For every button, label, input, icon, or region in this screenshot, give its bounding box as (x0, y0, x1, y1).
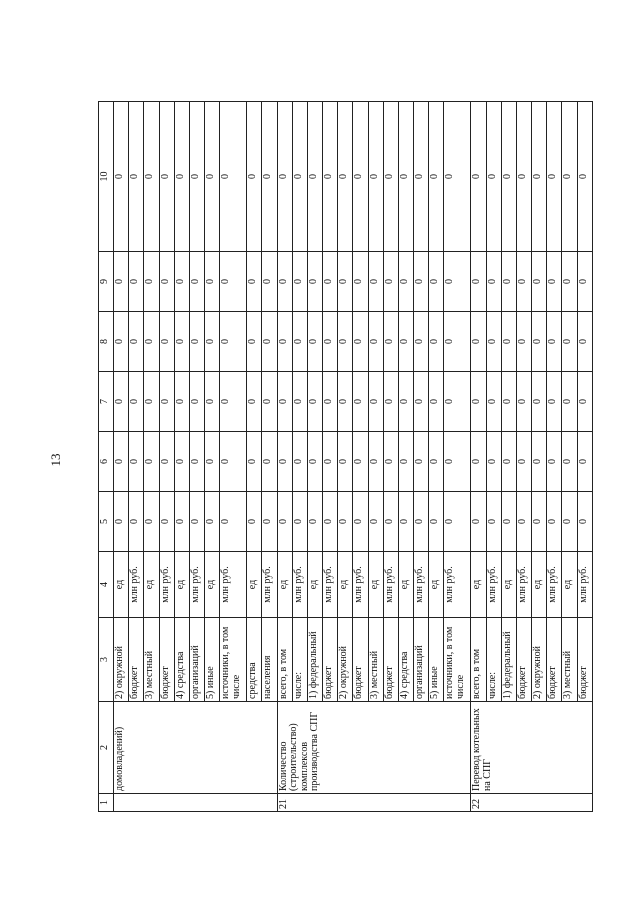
unit: ед (368, 552, 383, 618)
value-cell: 0 (577, 432, 592, 492)
funding-source: средства (247, 618, 262, 702)
indicator-name: Перевод котельных на СПГ (471, 702, 593, 794)
value-cell: 0 (262, 432, 277, 492)
value-cell: 0 (144, 492, 159, 552)
value-cell: 0 (577, 102, 592, 252)
funding-source: 2) окружной (532, 618, 547, 702)
value-cell: 0 (205, 252, 220, 312)
value-cell: 0 (429, 102, 444, 252)
unit: ед (398, 552, 413, 618)
value-cell: 0 (189, 492, 204, 552)
value-cell: 0 (501, 372, 516, 432)
value-cell: 0 (114, 252, 129, 312)
value-cell: 0 (338, 492, 353, 552)
value-cell: 0 (144, 252, 159, 312)
value-cell: 0 (159, 372, 174, 432)
value-cell: 0 (353, 252, 368, 312)
value-cell: 0 (129, 252, 144, 312)
unit: ед (247, 552, 262, 618)
unit: млн руб. (383, 552, 398, 618)
funding-source: организаций (189, 618, 204, 702)
value-cell: 0 (262, 372, 277, 432)
value-cell: 0 (144, 372, 159, 432)
unit: млн руб. (577, 552, 592, 618)
unit: млн руб. (159, 552, 174, 618)
value-cell: 0 (277, 372, 292, 432)
value-cell: 0 (516, 312, 531, 372)
table-sheet (98, 102, 593, 812)
value-cell: 0 (247, 432, 262, 492)
value-cell: 0 (368, 102, 383, 252)
value-cell: 0 (547, 492, 562, 552)
value-cell: 0 (262, 252, 277, 312)
value-cell: 0 (277, 102, 292, 252)
page-number: 13 (48, 453, 63, 467)
column-header: 10 (99, 102, 114, 252)
value-cell: 0 (501, 312, 516, 372)
value-cell: 0 (398, 102, 413, 252)
value-cell: 0 (220, 432, 247, 492)
value-cell: 0 (383, 252, 398, 312)
value-cell: 0 (486, 102, 501, 252)
value-cell: 0 (562, 432, 577, 492)
unit: млн руб. (262, 552, 277, 618)
value-cell: 0 (471, 492, 486, 552)
funding-source: бюджет (353, 618, 368, 702)
value-cell: 0 (220, 312, 247, 372)
value-cell: 0 (307, 492, 322, 552)
value-cell: 0 (444, 432, 471, 492)
value-cell: 0 (247, 492, 262, 552)
value-cell: 0 (338, 102, 353, 252)
value-cell: 0 (486, 492, 501, 552)
funding-source: бюджет (577, 618, 592, 702)
value-cell: 0 (516, 492, 531, 552)
unit: млн руб. (292, 552, 307, 618)
value-cell: 0 (292, 492, 307, 552)
funding-source: числе: (292, 618, 307, 702)
value-cell: 0 (220, 372, 247, 432)
value-cell: 0 (277, 312, 292, 372)
table-row (471, 102, 486, 812)
unit: ед (277, 552, 292, 618)
value-cell: 0 (323, 432, 338, 492)
value-cell: 0 (486, 312, 501, 372)
funding-source: 3) местный (144, 618, 159, 702)
value-cell: 0 (368, 492, 383, 552)
unit: млн руб. (414, 552, 429, 618)
funding-source: источники, в том числе (444, 618, 471, 702)
value-cell: 0 (277, 432, 292, 492)
value-cell: 0 (471, 432, 486, 492)
value-cell: 0 (307, 432, 322, 492)
value-cell: 0 (532, 492, 547, 552)
funding-source: организаций (414, 618, 429, 702)
unit: ед (471, 552, 486, 618)
value-cell: 0 (368, 372, 383, 432)
value-cell: 0 (262, 102, 277, 252)
value-cell: 0 (444, 312, 471, 372)
unit: ед (144, 552, 159, 618)
value-cell: 0 (159, 432, 174, 492)
funding-source: 1) федеральный (307, 618, 322, 702)
value-cell: 0 (292, 252, 307, 312)
value-cell: 0 (129, 102, 144, 252)
value-cell: 0 (159, 312, 174, 372)
unit: ед (429, 552, 444, 618)
value-cell: 0 (353, 102, 368, 252)
value-cell: 0 (383, 102, 398, 252)
unit: ед (114, 552, 129, 618)
value-cell: 0 (398, 492, 413, 552)
value-cell: 0 (205, 492, 220, 552)
column-header: 3 (99, 618, 114, 702)
value-cell: 0 (501, 492, 516, 552)
indicator-name: домовладений) (114, 702, 278, 794)
value-cell: 0 (562, 102, 577, 252)
value-cell: 0 (383, 492, 398, 552)
funding-source: источники, в том числе (220, 618, 247, 702)
value-cell: 0 (114, 312, 129, 372)
value-cell: 0 (189, 102, 204, 252)
value-cell: 0 (532, 432, 547, 492)
value-cell: 0 (398, 432, 413, 492)
funding-source: 3) местный (562, 618, 577, 702)
value-cell: 0 (174, 312, 189, 372)
value-cell: 0 (353, 432, 368, 492)
value-cell: 0 (516, 372, 531, 432)
value-cell: 0 (114, 492, 129, 552)
value-cell: 0 (486, 432, 501, 492)
value-cell: 0 (562, 252, 577, 312)
unit: ед (338, 552, 353, 618)
value-cell: 0 (444, 492, 471, 552)
value-cell: 0 (205, 372, 220, 432)
value-cell: 0 (205, 432, 220, 492)
column-header: 8 (99, 312, 114, 372)
indicator-name: Количество (строительство) комплексов производства СПГ (277, 702, 471, 794)
value-cell: 0 (174, 492, 189, 552)
value-cell: 0 (429, 252, 444, 312)
value-cell: 0 (471, 312, 486, 372)
value-cell: 0 (292, 432, 307, 492)
funding-source: 2) окружной (338, 618, 353, 702)
funding-source: населения (262, 618, 277, 702)
value-cell: 0 (205, 312, 220, 372)
funding-source: всего, в том (277, 618, 292, 702)
value-cell: 0 (444, 252, 471, 312)
value-cell: 0 (414, 312, 429, 372)
value-cell: 0 (144, 432, 159, 492)
value-cell: 0 (429, 312, 444, 372)
funding-source: бюджет (159, 618, 174, 702)
value-cell: 0 (398, 312, 413, 372)
value-cell: 0 (516, 252, 531, 312)
table-row (114, 102, 129, 812)
value-cell: 0 (429, 492, 444, 552)
value-cell: 0 (429, 432, 444, 492)
value-cell: 0 (414, 492, 429, 552)
column-header: 7 (99, 372, 114, 432)
value-cell: 0 (414, 372, 429, 432)
value-cell: 0 (144, 312, 159, 372)
value-cell: 0 (414, 102, 429, 252)
value-cell: 0 (262, 492, 277, 552)
value-cell: 0 (516, 432, 531, 492)
unit: млн руб. (323, 552, 338, 618)
value-cell: 0 (307, 252, 322, 312)
value-cell: 0 (353, 372, 368, 432)
funding-source: 3) местный (368, 618, 383, 702)
value-cell: 0 (114, 102, 129, 252)
funding-source: бюджет (383, 618, 398, 702)
value-cell: 0 (471, 372, 486, 432)
column-header: 5 (99, 492, 114, 552)
unit: млн руб. (486, 552, 501, 618)
value-cell: 0 (174, 432, 189, 492)
value-cell: 0 (338, 252, 353, 312)
funding-source: бюджет (547, 618, 562, 702)
value-cell: 0 (486, 372, 501, 432)
value-cell: 0 (414, 432, 429, 492)
value-cell: 0 (501, 102, 516, 252)
funding-source: 4) средства (398, 618, 413, 702)
unit: млн руб. (516, 552, 531, 618)
value-cell: 0 (429, 372, 444, 432)
funding-source: всего, в том (471, 618, 486, 702)
item-number: 22 (471, 794, 593, 812)
value-cell: 0 (368, 312, 383, 372)
funding-source: бюджет (516, 618, 531, 702)
value-cell: 0 (414, 252, 429, 312)
value-cell: 0 (247, 252, 262, 312)
unit: млн руб. (220, 552, 247, 618)
value-cell: 0 (516, 102, 531, 252)
value-cell: 0 (501, 432, 516, 492)
value-cell: 0 (501, 252, 516, 312)
value-cell: 0 (547, 252, 562, 312)
value-cell: 0 (307, 312, 322, 372)
value-cell: 0 (247, 372, 262, 432)
value-cell: 0 (353, 492, 368, 552)
value-cell: 0 (444, 372, 471, 432)
value-cell: 0 (547, 432, 562, 492)
funding-source: 4) средства (174, 618, 189, 702)
unit: ед (205, 552, 220, 618)
value-cell: 0 (174, 372, 189, 432)
value-cell: 0 (562, 312, 577, 372)
value-cell: 0 (114, 432, 129, 492)
value-cell: 0 (323, 492, 338, 552)
value-cell: 0 (398, 252, 413, 312)
unit: млн руб. (444, 552, 471, 618)
value-cell: 0 (577, 492, 592, 552)
value-cell: 0 (114, 372, 129, 432)
value-cell: 0 (189, 432, 204, 492)
value-cell: 0 (368, 252, 383, 312)
value-cell: 0 (129, 372, 144, 432)
funding-source: 5) иные (205, 618, 220, 702)
value-cell: 0 (486, 252, 501, 312)
value-cell: 0 (292, 102, 307, 252)
value-cell: 0 (262, 312, 277, 372)
unit: млн руб. (547, 552, 562, 618)
value-cell: 0 (129, 312, 144, 372)
unit: млн руб. (129, 552, 144, 618)
value-cell: 0 (338, 372, 353, 432)
value-cell: 0 (292, 372, 307, 432)
value-cell: 0 (220, 252, 247, 312)
unit: ед (562, 552, 577, 618)
value-cell: 0 (547, 312, 562, 372)
value-cell: 0 (532, 312, 547, 372)
value-cell: 0 (129, 432, 144, 492)
value-cell: 0 (292, 312, 307, 372)
value-cell: 0 (547, 102, 562, 252)
value-cell: 0 (383, 432, 398, 492)
value-cell: 0 (220, 102, 247, 252)
value-cell: 0 (532, 252, 547, 312)
value-cell: 0 (189, 252, 204, 312)
value-cell: 0 (562, 492, 577, 552)
unit: млн руб. (353, 552, 368, 618)
value-cell: 0 (547, 372, 562, 432)
unit: млн руб. (189, 552, 204, 618)
value-cell: 0 (562, 372, 577, 432)
value-cell: 0 (277, 252, 292, 312)
unit: ед (532, 552, 547, 618)
unit: ед (307, 552, 322, 618)
value-cell: 0 (247, 312, 262, 372)
funding-source: числе: (486, 618, 501, 702)
funding-source: бюджет (323, 618, 338, 702)
column-header: 6 (99, 432, 114, 492)
value-cell: 0 (307, 372, 322, 432)
value-cell: 0 (398, 372, 413, 432)
funding-source: 1) федеральный (501, 618, 516, 702)
value-cell: 0 (338, 312, 353, 372)
column-header: 4 (99, 552, 114, 618)
value-cell: 0 (577, 372, 592, 432)
value-cell: 0 (471, 252, 486, 312)
column-header: 1 (99, 794, 114, 812)
item-number (114, 794, 278, 812)
value-cell: 0 (144, 102, 159, 252)
value-cell: 0 (220, 492, 247, 552)
value-cell: 0 (577, 252, 592, 312)
funding-source: бюджет (129, 618, 144, 702)
value-cell: 0 (159, 102, 174, 252)
value-cell: 0 (307, 102, 322, 252)
value-cell: 0 (277, 492, 292, 552)
value-cell: 0 (368, 432, 383, 492)
value-cell: 0 (159, 492, 174, 552)
header-row (99, 102, 114, 812)
value-cell: 0 (323, 312, 338, 372)
value-cell: 0 (129, 492, 144, 552)
value-cell: 0 (189, 372, 204, 432)
unit: ед (501, 552, 516, 618)
value-cell: 0 (532, 102, 547, 252)
value-cell: 0 (205, 102, 220, 252)
value-cell: 0 (174, 252, 189, 312)
value-cell: 0 (189, 312, 204, 372)
value-cell: 0 (353, 312, 368, 372)
funding-source: 2) окружной (114, 618, 129, 702)
value-cell: 0 (323, 102, 338, 252)
value-cell: 0 (577, 312, 592, 372)
value-cell: 0 (323, 252, 338, 312)
funding-source: 5) иные (429, 618, 444, 702)
value-cell: 0 (338, 432, 353, 492)
value-cell: 0 (159, 252, 174, 312)
value-cell: 0 (247, 102, 262, 252)
item-number: 21 (277, 794, 471, 812)
indicators-table (98, 101, 593, 812)
value-cell: 0 (174, 102, 189, 252)
value-cell: 0 (532, 372, 547, 432)
value-cell: 0 (444, 102, 471, 252)
value-cell: 0 (383, 312, 398, 372)
column-header: 2 (99, 702, 114, 794)
value-cell: 0 (323, 372, 338, 432)
unit: ед (174, 552, 189, 618)
value-cell: 0 (383, 372, 398, 432)
table-row (277, 102, 292, 812)
column-header: 9 (99, 252, 114, 312)
value-cell: 0 (471, 102, 486, 252)
